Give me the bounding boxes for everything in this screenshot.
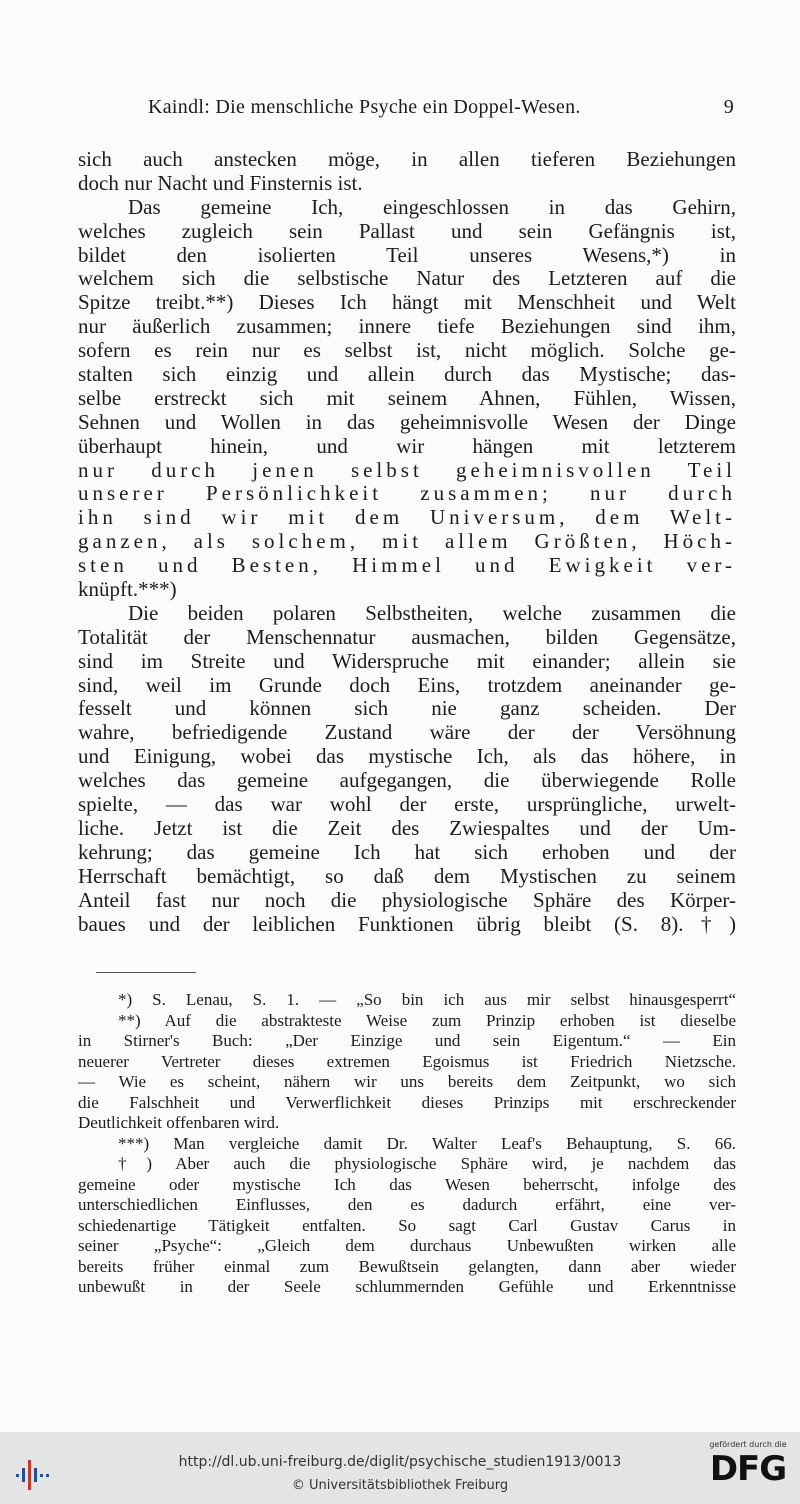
body-line: selbe erstreckt sich mit seinem Ahnen, Fühlen, Wissen, xyxy=(78,385,736,410)
body-line: ganzen, als solchem, mit allem Größten, Höch- xyxy=(78,529,736,554)
dfg-logo xyxy=(706,1440,790,1498)
body-line: liche. Jetzt ist die Zeit des Zwiespaltes und der Um- xyxy=(78,815,736,840)
body-line: sich auch anstecken möge, in allen tieferen Beziehungen xyxy=(78,147,736,171)
body-line: Das gemeine Ich, eingeschlossen in das Gehirn, xyxy=(128,194,736,219)
body-line: baues und der leiblichen Funktionen übrig bleibt (S. 8).†) xyxy=(78,911,736,936)
dfg-caption: gefördert durch die xyxy=(709,1440,787,1449)
body-line: wahre, befriedigende Zustand wäre der der Versöhnung xyxy=(78,720,736,745)
body-line: Totalität der Menschennatur ausmachen, bilden Gegensätze, xyxy=(78,624,736,649)
body-line: bildet den isolierten Teil unseres Wesens,*) in xyxy=(78,242,736,267)
footnote-line: ***) Man vergleiche damit Dr. Walter Leaf's Behauptung, S. 66. xyxy=(118,1133,736,1153)
body-line: sind im Streite und Widerspruche mit einander; allein sie xyxy=(78,648,736,673)
page-number: 9 xyxy=(723,96,734,118)
body-line: Anteil fast nur noch die physiologische Sphäre des Körper- xyxy=(78,887,736,912)
body-line: stalten sich einzig und allein durch das Mystische; das- xyxy=(78,362,736,387)
footnote-line: neuerer Vertreter dieses extremen Egoismus ist Friedrich Nietzsche. xyxy=(78,1051,736,1071)
body-line: welches das gemeine aufgegangen, die überwiegende Rolle xyxy=(78,768,736,793)
body-line: sofern es rein nur es selbst ist, nicht möglich. Solche ge- xyxy=(78,338,736,363)
footnote-divider xyxy=(96,972,196,973)
footnote-line: unbewußt in der Seele schlummernden Gefühle und Erkenntnisse xyxy=(78,1277,736,1296)
body-line: knüpft.***) xyxy=(78,577,177,602)
running-header xyxy=(78,96,738,126)
body-line: spielte, — das war wohl der erste, ursprüngliche, urwelt- xyxy=(78,792,736,817)
body-line: Spitze treibt.**) Dieses Ich hängt mit Menschheit und Welt xyxy=(78,290,736,315)
footnote-line: seiner „Psyche“: „Gleich dem durchaus Unbewußten wirken alle xyxy=(78,1236,736,1255)
body-line: ihn sind wir mit dem Universum, dem Welt- xyxy=(78,505,736,530)
body-line: kehrung; das gemeine Ich hat sich erhoben und der xyxy=(78,839,736,864)
body-line: nur durch jenen selbst geheimnisvollen Teil xyxy=(78,457,736,482)
running-title: Kaindl: Die menschliche Psyche ein Doppel-Wesen. xyxy=(148,96,581,118)
footnote-line: gemeine oder mystische Ich das Wesen beherrscht, infolge des xyxy=(78,1174,736,1194)
body-line: und Einigung, wobei das mystische Ich, als das höhere, in xyxy=(78,744,736,769)
footnote-line: bereits früher einmal zum Bewußtsein gelangten, dann aber wieder xyxy=(78,1256,736,1276)
body-line: welchem sich die selbstische Natur des Letzteren auf die xyxy=(78,266,736,291)
body-line: unserer Persönlichkeit zusammen; nur durch xyxy=(78,481,736,506)
copyright-notice: © Universitätsbibliothek Freiburg xyxy=(291,1478,509,1493)
body-line: sten und Besten, Himmel und Ewigkeit ver- xyxy=(78,553,736,578)
body-line: doch nur Nacht und Finsternis ist. xyxy=(78,170,363,195)
body-line: fesselt und können sich nie ganz scheiden. Der xyxy=(78,696,736,721)
footnote-line: — Wie es scheint, nähern wir uns bereits dem Zeitpunkt, wo sich xyxy=(78,1072,736,1091)
body-line: nur äußerlich zusammen; innere tiefe Beziehungen sind ihm, xyxy=(78,314,736,339)
footnote-line: in Stirner's Buch: „Der Einzige und sein Eigentum.“ — Ein xyxy=(78,1031,736,1050)
footnote-line: schiedenartige Tätigkeit entfalten. So sagt Carl Gustav Carus in xyxy=(78,1215,736,1235)
body-line: welches zugleich sein Pallast und sein Gefängnis ist, xyxy=(78,218,736,243)
footnote-line: Deutlichkeit offenbaren wird. xyxy=(78,1113,280,1132)
footnote-line: †) Aber auch die physiologische Sphäre wird, je nachdem das xyxy=(118,1154,736,1173)
body-line: Sehnen und Wollen in das geheimnisvolle Wesen der Dinge xyxy=(78,409,736,434)
page-url-link[interactable]: http://dl.ub.uni-freiburg.de/diglit/psychische_studien1913/0013 xyxy=(178,1454,622,1470)
body-line: überhaupt hinein, und wir hängen mit letzterem xyxy=(78,433,736,458)
viewer-footer xyxy=(0,1432,800,1504)
footnote-line: *) S. Lenau, S. 1. — „So bin ich aus mir selbst hinausgesperrt“ xyxy=(118,990,736,1009)
footnote-line: die Falschheit und Verwerflichkeit dieses Prinzips mit erschreckender xyxy=(78,1092,736,1112)
body-line: Herrschaft bemächtigt, so daß dem Mystischen zu seinem xyxy=(78,863,736,888)
footnote-line: unterschiedlichen Einflusses, den es dadurch erfährt, eine ver- xyxy=(78,1195,736,1214)
footnotes xyxy=(78,990,736,1298)
body-text xyxy=(78,148,736,936)
body-line: Die beiden polaren Selbstheiten, welche zusammen die xyxy=(128,600,736,625)
body-line: sind, weil im Grunde doch Eins, trotzdem aneinander ge- xyxy=(78,672,736,697)
footnote-line: **) Auf die abstrakteste Weise zum Prinzip erhoben ist dieselbe xyxy=(118,1010,736,1030)
dfg-wordmark: DFG xyxy=(709,1449,787,1489)
